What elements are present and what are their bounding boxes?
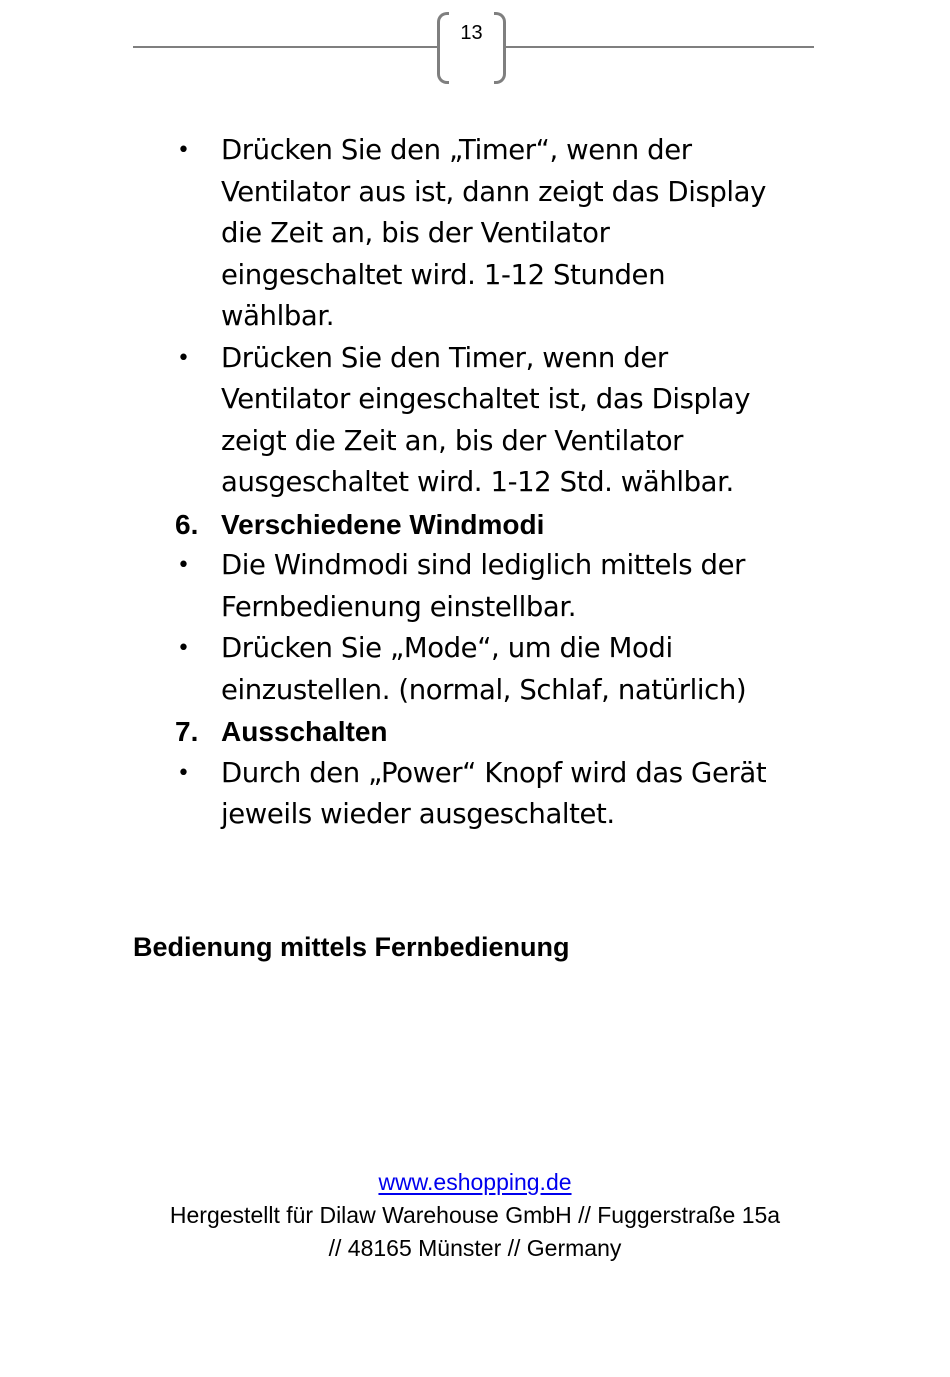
- text-line: ausgeschaltet wird. 1-12 Std. wählbar.: [221, 466, 734, 498]
- text-line: Drücken Sie den „Timer“, wenn der: [221, 134, 692, 166]
- header-rule-right: [505, 46, 814, 48]
- bullet-item: [175, 545, 835, 628]
- bullet-item: [175, 628, 835, 711]
- page-number-bracket-right: [494, 12, 506, 84]
- text-line: Ventilator eingeschaltet ist, das Display: [221, 383, 751, 415]
- bullet-marker: •: [177, 345, 190, 371]
- list-number: 6.: [175, 508, 199, 540]
- text-line: einzustellen. (normal, Schlaf, natürlich): [221, 673, 747, 706]
- bullet-marker: •: [177, 553, 190, 578]
- text-line: die Zeit an, bis der Ventilator: [221, 217, 610, 249]
- instruction-list: [175, 130, 835, 836]
- text-line: Durch den „Power“ Knopf wird das Gerät: [221, 756, 767, 789]
- footer-address-line-1: Hergestellt für Dilaw Warehouse GmbH // Fuggerstraße 15a: [169, 1202, 781, 1228]
- text-line: Fernbedienung einstellbar.: [221, 590, 577, 623]
- page-footer: [0, 1166, 950, 1265]
- text-line: zeigt die Zeit an, bis der Ventilator: [221, 424, 684, 457]
- numbered-heading: [175, 504, 835, 546]
- text-line: Ventilator aus ist, dann zeigt das Display: [221, 175, 767, 208]
- text-line: eingeschaltet wird. 1-12 Stunden: [221, 258, 666, 291]
- bullet-marker: •: [177, 138, 190, 163]
- bullet-marker: •: [177, 760, 190, 786]
- text-line: Ausschalten: [221, 716, 388, 747]
- bullet-item: [175, 338, 835, 504]
- bullet-marker: •: [177, 636, 190, 661]
- text-line: Verschiedene Windmodi: [221, 508, 545, 540]
- page-header: [0, 0, 950, 100]
- page-number: 13: [460, 22, 483, 44]
- text-line: Die Windmodi sind lediglich mittels der: [221, 549, 746, 581]
- header-rule-left: [133, 46, 439, 48]
- website-link[interactable]: www.eshopping.de: [378, 1169, 572, 1195]
- footer-address-line-2: // 48165 Münster // Germany: [328, 1235, 622, 1261]
- text-line: Drücken Sie den Timer, wenn der: [221, 341, 668, 374]
- text-line: Drücken Sie „Mode“, um die Modi: [221, 632, 673, 664]
- bullet-item: [175, 753, 835, 836]
- list-number: 7.: [175, 716, 199, 747]
- text-line: wählbar.: [221, 300, 335, 332]
- bullet-item: [175, 130, 835, 338]
- numbered-heading: [175, 711, 835, 753]
- text-line: jeweils wieder ausgeschaltet.: [221, 798, 615, 830]
- section-heading: Bedienung mittels Fernbedienung: [133, 932, 570, 962]
- page-number-bracket-left: [437, 12, 449, 84]
